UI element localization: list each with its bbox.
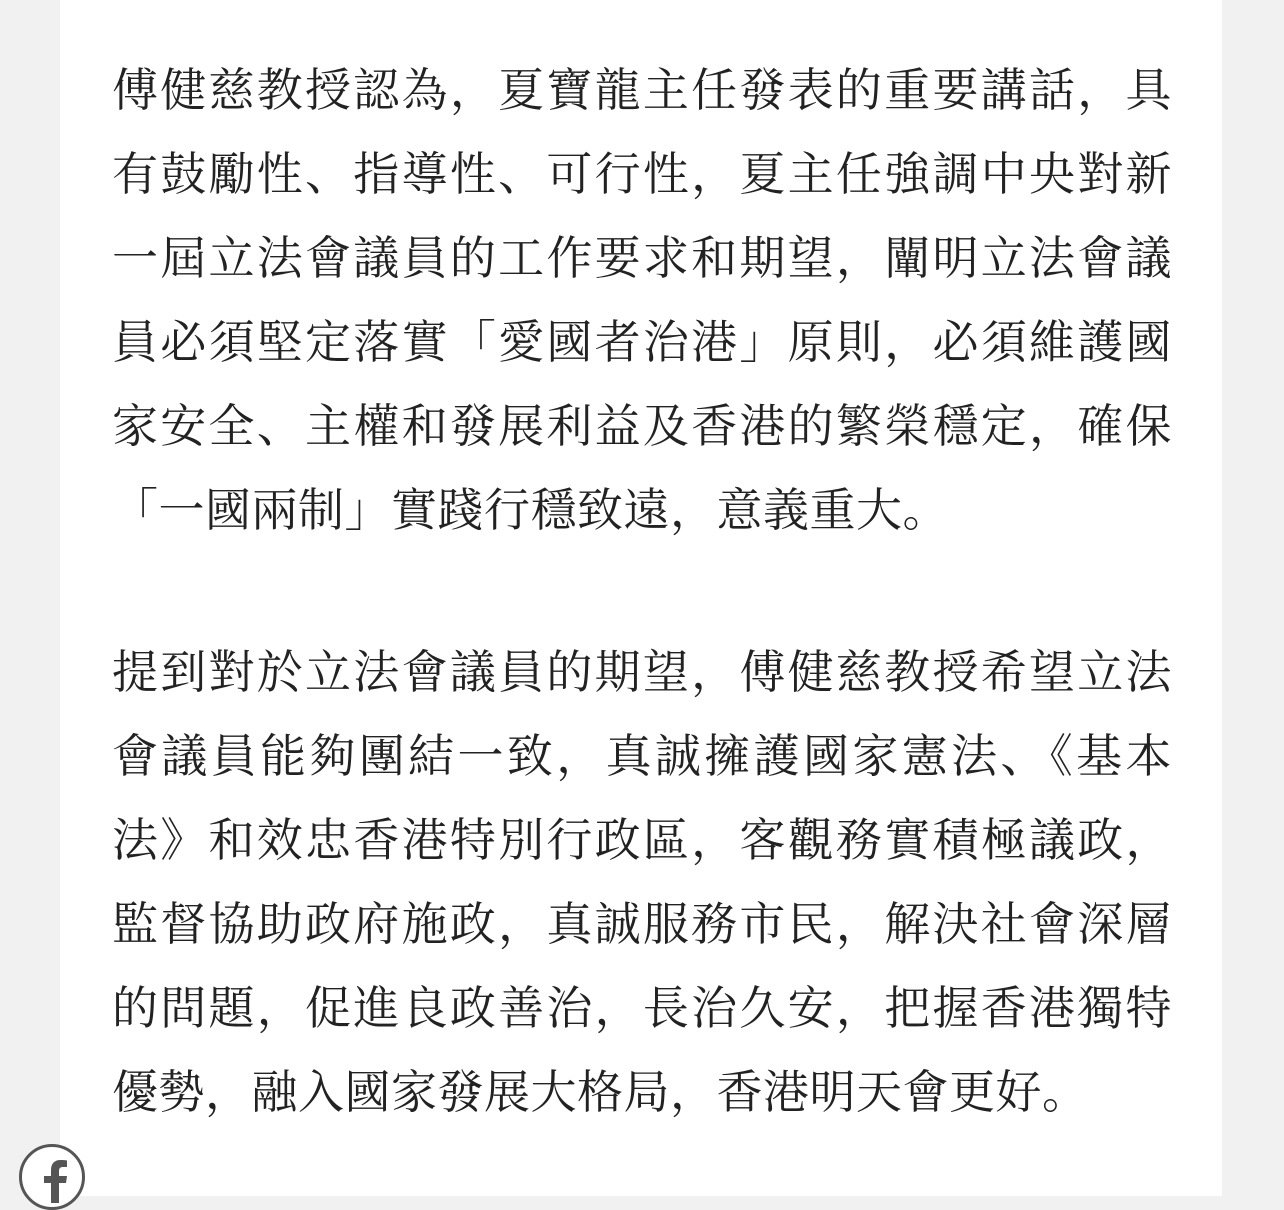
article-body — [112, 48, 1172, 1134]
article-page — [60, 0, 1222, 1196]
facebook-share-button[interactable] — [19, 1144, 85, 1210]
article-paragraph: 傅健慈教授認為，夏寶龍主任發表的重要講話，具有鼓勵性、指導性、可行性，夏主任強調中央對新一屆立法會議員的工作要求和期望，闡明立法會議員必須堅定落實「愛國者治港」原則，必須維護國家安全、主權和發展利益及香港的繁榮穩定，確保「一國兩制」實踐行穩致遠，意義重大。 — [112, 63, 1172, 537]
article-paragraph: 提到對於立法會議員的期望，傅健慈教授希望立法會議員能夠團結一致，真誠擁護國家憲法、《基本法》和效忠香港特別行政區，客觀務實積極議政，監督協助政府施政，真誠服務市民，解決社會深層的問題，促進良政善治，長治久安，把握香港獨特優勢，融入國家發展大格局，香港明天會更好。 — [112, 645, 1172, 1119]
facebook-icon — [42, 1159, 68, 1203]
